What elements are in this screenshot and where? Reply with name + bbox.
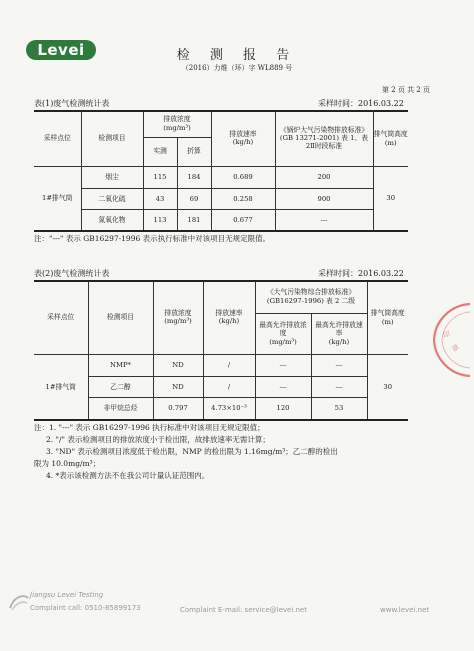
t2-row1-max-conc: --- xyxy=(255,354,311,377)
t1-row1-item: 烟尘 xyxy=(81,166,143,189)
t1-header-height-label: 排气筒高度 xyxy=(373,130,408,139)
t2-row2-max-rate: --- xyxy=(311,377,367,398)
t2-row3-max-rate: 53 xyxy=(311,398,367,420)
page-info: 第 2 页 共 2 页 xyxy=(381,86,430,94)
t2-row3-item: 非甲烷总烃 xyxy=(88,398,153,420)
footer-complaint-email: Complaint E-mail: service@levei.net xyxy=(180,606,307,614)
t1-header-point: 采样点位 xyxy=(34,111,81,166)
t1-header-converted: 折算 xyxy=(177,137,211,166)
t1-header-concentration-label: 排放浓度 xyxy=(163,115,191,124)
t1-height-column xyxy=(373,111,408,231)
footer-company: Jiangsu Levei Testing xyxy=(30,591,104,599)
t2-header-concentration xyxy=(153,281,203,354)
t2-header-rate xyxy=(203,281,255,354)
official-stamp xyxy=(430,300,470,380)
t2-row2-rate: / xyxy=(203,377,255,398)
t2-row3-rate: 4.73×10⁻³ xyxy=(203,398,255,420)
table2-note-3: 3. "ND" 表示检测项目浓度低于检出限，NMP 的检出限为 1.16mg/m³；乙二醇的检出 xyxy=(46,447,338,456)
t2-header-max-rate-label: 最高允许排放速率 xyxy=(315,320,363,338)
t2-header-max-conc xyxy=(255,313,311,354)
t2-point: 1#排气筒 xyxy=(34,354,88,420)
t2-row2-item: 乙二醇 xyxy=(88,377,153,398)
svg-text:章: 章 xyxy=(450,343,461,354)
document-title: 检 测 报 告 xyxy=(176,48,298,63)
table1-sample-time: 采样时间：2016.03.22 xyxy=(318,99,404,108)
t2-header-height xyxy=(368,281,409,355)
footer-swoosh-icon xyxy=(8,592,30,612)
t2-header-max-conc-label: 最高允许排放浓度 xyxy=(259,320,307,338)
t1-header-rate-unit: (kg/h) xyxy=(232,138,254,147)
t2-row1-max-rate: --- xyxy=(311,354,367,377)
t1-row3-item: 氮氧化物 xyxy=(81,210,143,231)
t1-row3-standard: --- xyxy=(275,210,373,231)
table1-note: 注："---" 表示 GB16297-1996 表示执行标准中对该项目无规定限值。 xyxy=(34,234,271,243)
t1-row2-measured: 43 xyxy=(143,189,177,210)
t1-point: 1#排气筒 xyxy=(34,166,81,231)
t2-row1-rate: / xyxy=(203,354,255,377)
t1-row2-item: 二氧化硫 xyxy=(81,189,143,210)
t2-header-point: 采样点位 xyxy=(34,281,88,354)
t2-row2-conc: ND xyxy=(153,377,203,398)
t2-header-concentration-unit: (mg/m³) xyxy=(164,317,192,326)
t1-header-item: 检测项目 xyxy=(81,111,143,166)
table2-note-1: 注：1. "---" 表示 GB16297-1996 执行标准中对该项目无规定限值； xyxy=(34,423,265,432)
t2-row2-max-conc: --- xyxy=(255,377,311,398)
t1-row1-measured: 115 xyxy=(143,166,177,189)
t2-row1-conc: ND xyxy=(153,354,203,377)
t1-row2-converted: 69 xyxy=(177,189,211,210)
table2 xyxy=(34,281,408,420)
table2-title: 表(2)废气检测统计表 xyxy=(34,269,110,278)
t2-header-item: 检测项目 xyxy=(88,281,153,354)
t1-row3-converted: 181 xyxy=(177,210,211,231)
svg-text:印: 印 xyxy=(441,329,452,340)
table2-bottom-rule xyxy=(34,419,408,421)
table2-note-4: 4. *表示该检测方法不在我公司计量认证范围内。 xyxy=(46,471,210,480)
table1-bottom-rule xyxy=(34,230,408,232)
t1-row2-rate: 0.258 xyxy=(211,189,275,210)
t1-row1-standard: 200 xyxy=(275,166,373,189)
t2-header-max-rate xyxy=(311,313,367,354)
t2-height-column xyxy=(367,281,408,420)
t1-height-value: 30 xyxy=(386,194,396,203)
t1-row1-rate: 0.689 xyxy=(211,166,275,189)
table2-sample-time: 采样时间：2016.03.22 xyxy=(318,269,404,278)
table1-title: 表(1)废气检测统计表 xyxy=(34,99,110,108)
t1-header-height-unit: (m) xyxy=(384,138,397,147)
t1-row1-converted: 184 xyxy=(177,166,211,189)
t2-header-height-unit: (m) xyxy=(381,317,394,326)
t2-row3-conc: 0.797 xyxy=(153,398,203,420)
t1-row3-measured: 113 xyxy=(143,210,177,231)
t1-header-height xyxy=(374,111,409,167)
t1-header-concentration xyxy=(143,111,211,137)
company-logo: Levei xyxy=(26,40,96,60)
t1-header-rate-label: 排放速率 xyxy=(229,129,257,138)
t1-header-measured: 实测 xyxy=(143,137,177,166)
footer-complaint-call: Complaint call: 0510-85899173 xyxy=(30,604,141,612)
table1 xyxy=(34,111,408,231)
t2-height-value: 30 xyxy=(383,382,393,391)
document-number: （2016）力维（环）字 WL889 号 xyxy=(181,64,293,72)
t2-header-rate-unit: (kg/h) xyxy=(218,317,240,326)
t2-row1-item: NMP* xyxy=(88,354,153,377)
t1-row3-rate: 0.677 xyxy=(211,210,275,231)
footer-website: www.levei.net xyxy=(380,606,430,614)
t2-header-rate-label: 排放速率 xyxy=(215,308,243,317)
t2-header-height-label: 排气筒高度 xyxy=(370,309,405,318)
t2-header-max-rate-unit: (kg/h) xyxy=(328,337,350,346)
t2-row3-max-conc: 120 xyxy=(255,398,311,420)
t1-row2-standard: 900 xyxy=(275,189,373,210)
t2-header-standard: 《大气污染物综合排放标准》(GB16297-1996) 表 2 二级 xyxy=(255,281,367,313)
table2-note-3-cont: 限为 10.0mg/m³； xyxy=(34,459,101,468)
t1-header-concentration-unit: (mg/m³) xyxy=(163,123,191,132)
t1-header-rate xyxy=(211,111,275,166)
t2-header-max-conc-unit: (mg/m³) xyxy=(269,337,297,346)
t2-header-concentration-label: 排放浓度 xyxy=(164,308,192,317)
t1-header-standard: 《锅炉大气污染物排放标准》(GB 13271-2001) 表 1、表 2Ⅱ时段标准 xyxy=(275,111,373,166)
table2-note-2: 2. "/" 表示检测项目的排放浓度小于检出限，故排放速率无需计算； xyxy=(46,435,270,444)
